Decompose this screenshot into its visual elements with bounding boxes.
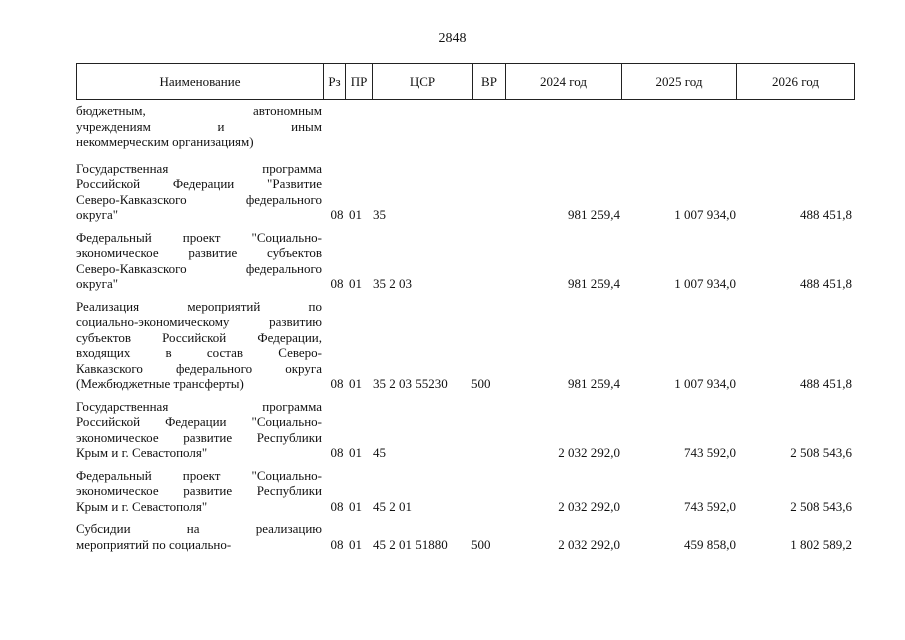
row-pr: 01 <box>349 276 362 291</box>
table-header <box>76 63 855 100</box>
row-csr: 35 2 03 55230 <box>373 376 448 391</box>
row-name <box>76 103 322 150</box>
header-csr: ЦСР <box>373 64 473 100</box>
row-name <box>76 230 322 292</box>
row-name-line: округа" <box>76 276 119 291</box>
row-csr: 45 2 01 <box>373 498 412 514</box>
header-rz: Рз <box>324 64 346 100</box>
row-csr: 45 2 01 51880 <box>373 536 448 552</box>
header-vr: ВР <box>473 64 506 100</box>
row-name-line: Реализация мероприятий по <box>76 298 322 314</box>
row-pr: 01 <box>349 207 362 222</box>
row-name-line: Северо-Кавказского федерального <box>76 260 322 276</box>
table-row <box>76 230 854 292</box>
table-body <box>76 103 854 559</box>
page-number: 2848 <box>438 31 467 46</box>
row-name-line: экономическое развитие субъектов <box>76 245 322 260</box>
row-value-2024: 2 032 292,0 <box>558 536 620 552</box>
row-name-line: Российской Федерации "Развитие <box>76 176 322 191</box>
row-name-line: Северо-Кавказского федерального <box>76 191 322 207</box>
row-name-line: входящих в состав Северо- <box>76 345 322 360</box>
header-pr: ПР <box>346 64 373 100</box>
row-name-line: экономическое развитие Республики <box>76 429 322 445</box>
table-row <box>76 521 854 552</box>
table-row <box>76 299 854 392</box>
row-name <box>76 521 322 552</box>
row-rz: 08 <box>330 445 344 460</box>
row-value-2025: 459 858,0 <box>684 536 736 552</box>
row-value-2024: 981 259,4 <box>568 376 620 391</box>
row-name <box>76 299 322 392</box>
row-csr: 35 <box>373 207 386 222</box>
row-name-line: Государственная программа <box>76 160 322 176</box>
row-value-2025: 743 592,0 <box>684 498 736 514</box>
row-value-2025: 743 592,0 <box>684 445 736 460</box>
header-2025: 2025 год <box>622 64 737 100</box>
row-value-2026: 2 508 543,6 <box>790 498 852 514</box>
row-name-line: Российской Федерации "Социально- <box>76 414 322 429</box>
row-pr: 01 <box>349 498 362 514</box>
table-row <box>76 103 854 150</box>
table-row <box>76 161 854 223</box>
row-value-2026: 488 451,8 <box>800 276 852 291</box>
row-value-2024: 981 259,4 <box>568 207 620 222</box>
row-vr: 500 <box>471 376 491 391</box>
row-value-2025: 1 007 934,0 <box>674 376 736 391</box>
row-rz: 08 <box>330 276 344 291</box>
row-name-line: округа" <box>76 207 119 222</box>
row-name <box>76 161 322 223</box>
row-name-line: (Межбюджетные трансферты) <box>76 376 244 391</box>
row-pr: 01 <box>349 445 362 460</box>
row-name <box>76 399 322 461</box>
row-name-line: Государственная программа <box>76 398 322 414</box>
header-2026: 2026 год <box>737 64 855 100</box>
row-name <box>76 468 322 515</box>
row-pr: 01 <box>349 536 362 552</box>
row-rz: 08 <box>330 376 344 391</box>
row-name-line: Крым и г. Севастополя" <box>76 445 208 460</box>
row-name-line: бюджетным, автономным <box>76 103 322 118</box>
row-csr: 45 <box>373 445 386 460</box>
header-name: Наименование <box>77 64 324 100</box>
row-value-2026: 2 508 543,6 <box>790 445 852 460</box>
table-row <box>76 468 854 515</box>
row-name-line: учреждениям и иным <box>76 118 322 134</box>
row-value-2024: 981 259,4 <box>568 276 620 291</box>
row-name-line: социально-экономическому развитию <box>76 314 322 329</box>
row-value-2026: 488 451,8 <box>800 207 852 222</box>
row-csr: 35 2 03 <box>373 276 412 291</box>
row-name-line: некоммерческим организациям) <box>76 134 254 149</box>
row-value-2025: 1 007 934,0 <box>674 276 736 291</box>
row-value-2025: 1 007 934,0 <box>674 207 736 222</box>
row-name-line: мероприятий по социально- <box>76 536 232 552</box>
row-value-2024: 2 032 292,0 <box>558 498 620 514</box>
row-rz: 08 <box>330 498 344 514</box>
table-row <box>76 399 854 461</box>
row-name-line: Крым и г. Севастополя" <box>76 498 208 514</box>
header-2024: 2024 год <box>506 64 622 100</box>
row-name-line: Субсидии на реализацию <box>76 521 322 536</box>
row-name-line: Кавказского федерального округа <box>76 360 322 376</box>
row-rz: 08 <box>330 207 344 222</box>
row-value-2026: 1 802 589,2 <box>790 536 852 552</box>
row-name-line: субъектов Российской Федерации, <box>76 329 322 345</box>
row-pr: 01 <box>349 376 362 391</box>
row-name-line: Федеральный проект "Социально- <box>76 467 322 483</box>
row-name-line: Федеральный проект "Социально- <box>76 229 322 245</box>
row-value-2026: 488 451,8 <box>800 376 852 391</box>
row-value-2024: 2 032 292,0 <box>558 445 620 460</box>
row-vr: 500 <box>471 536 491 552</box>
row-rz: 08 <box>330 536 344 552</box>
row-name-line: экономическое развитие Республики <box>76 483 322 498</box>
